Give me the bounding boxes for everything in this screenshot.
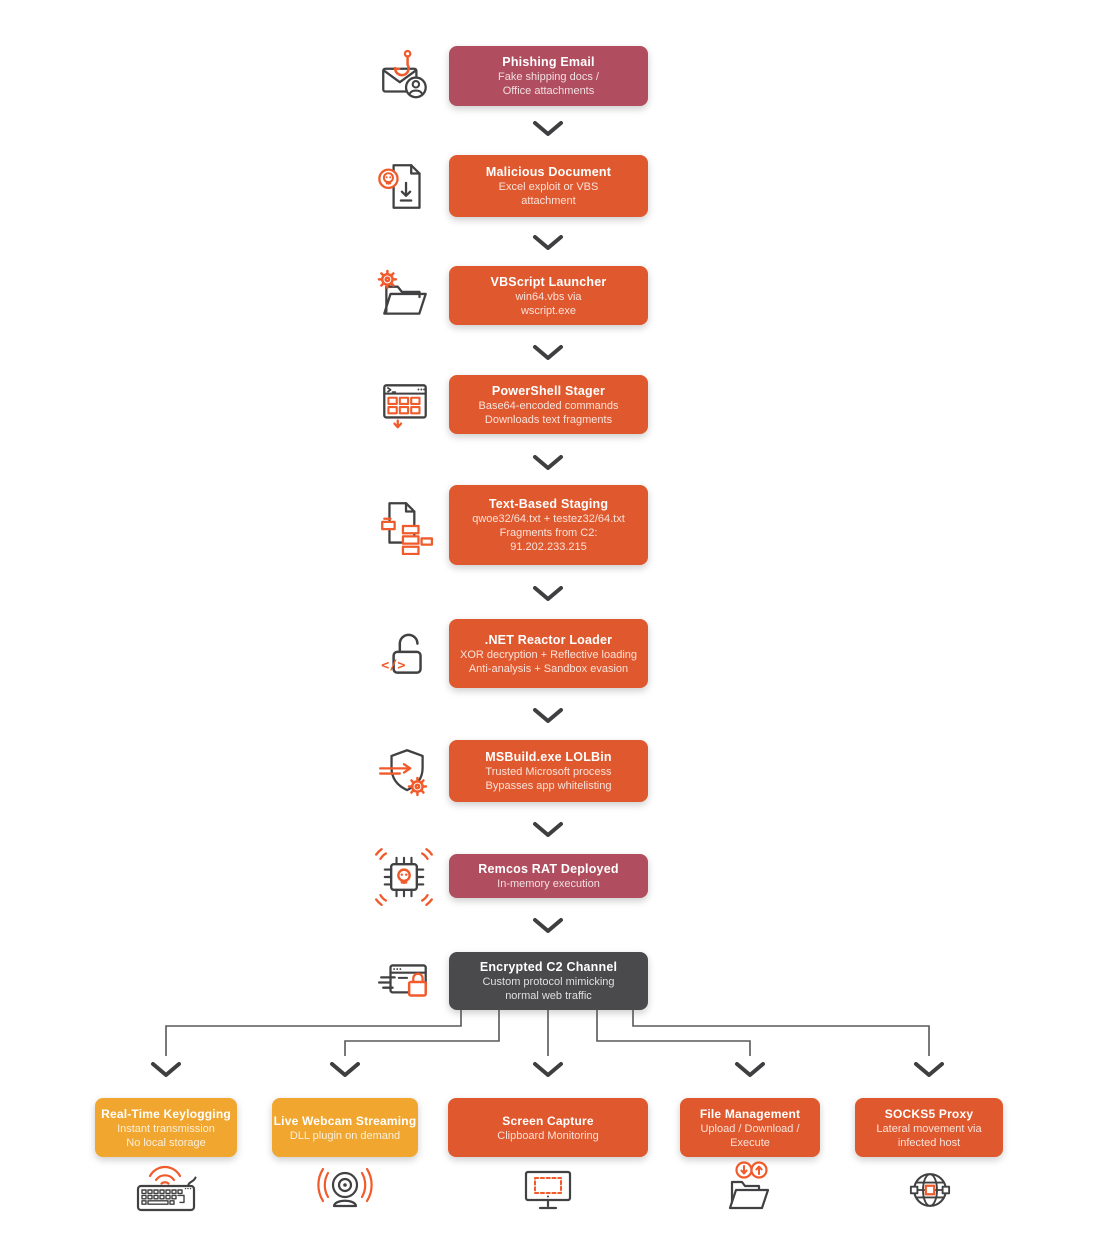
step-text-based-staging: Text-Based Staging qwoe32/64.txt + testez32/64.txt Fragments from C2: 91.202.233.215 [449, 485, 648, 565]
step-title: MSBuild.exe LOLBin [485, 750, 612, 764]
branch-realtime-keylogging: Real-Time Keylogging Instant transmission No local storage [95, 1098, 237, 1157]
branch-screen-capture: Screen Capture Clipboard Monitoring [448, 1098, 648, 1157]
step-title: .NET Reactor Loader [484, 632, 613, 647]
branch-live-webcam-streaming: Live Webcam Streaming DLL plugin on demand [272, 1098, 418, 1157]
step-powershell-stager: PowerShell Stager Base64-encoded commands Downloads text fragments [449, 375, 648, 434]
file-management-icon [720, 1158, 780, 1220]
branch-title: Live Webcam Streaming [273, 1113, 417, 1128]
step-encrypted-c2-channel: Encrypted C2 Channel Custom protocol mimicking normal web traffic [449, 952, 648, 1010]
branch-title: SOCKS5 Proxy [884, 1106, 974, 1121]
svg-text:</>: </> [381, 658, 406, 674]
step-malicious-document: Malicious Document Excel exploit or VBS attachment [449, 155, 648, 217]
step-vbscript-launcher: VBScript Launcher win64.vbs via wscript.exe [449, 266, 648, 325]
step-title: Phishing Email [502, 55, 595, 69]
step-title: Malicious Document [485, 165, 612, 179]
step-title: VBScript Launcher [490, 274, 607, 289]
chevron-down-icon [150, 1062, 182, 1078]
chevron-down-icon [913, 1062, 945, 1078]
step-title: Encrypted C2 Channel [479, 960, 618, 974]
socks5-proxy-icon [902, 1162, 958, 1218]
chevron-down-icon [734, 1062, 766, 1078]
keylogging-keyboard-icon [130, 1160, 202, 1220]
screen-capture-icon [518, 1160, 578, 1220]
webcam-icon [315, 1160, 375, 1220]
step-dotnet-reactor-loader: .NET Reactor Loader XOR decryption + Reflective loading Anti-analysis + Sandbox evasion [449, 619, 648, 688]
branch-file-management: File Management Upload / Download / Execute [680, 1098, 820, 1157]
step-phishing-email: Phishing Email Fake shipping docs / Office attachments [449, 46, 648, 106]
step-title: Remcos RAT Deployed [478, 862, 619, 876]
step-remcos-rat-deployed: Remcos RAT Deployed In-memory execution [449, 854, 648, 898]
step-msbuild-lolbin: MSBuild.exe LOLBin Trusted Microsoft process Bypasses app whitelisting [449, 740, 648, 802]
branch-socks5-proxy: SOCKS5 Proxy Lateral movement via infected host [855, 1098, 1003, 1157]
step-title: Text-Based Staging [488, 497, 609, 511]
branch-title: Screen Capture [502, 1113, 594, 1128]
branch-title: File Management [699, 1106, 801, 1121]
step-title: PowerShell Stager [491, 383, 606, 398]
branch-title: Real-Time Keylogging [101, 1106, 231, 1121]
chevron-down-icon [329, 1062, 361, 1078]
chevron-down-icon [532, 1062, 564, 1078]
